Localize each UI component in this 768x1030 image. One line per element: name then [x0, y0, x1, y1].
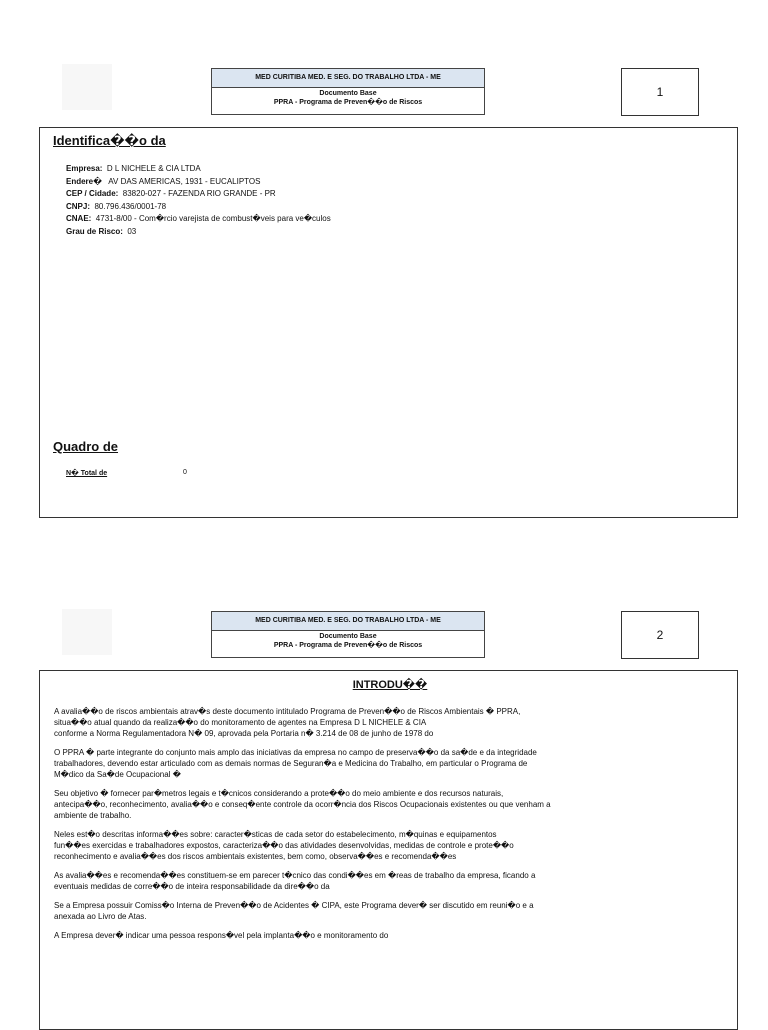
- total-employees-label: N� Total de: [66, 470, 108, 477]
- field-cep-cidade: CEP / Cidade: 83820-027 - FAZENDA RIO GRANDE - PR: [66, 189, 276, 198]
- paragraph: Seu objetivo � fornecer par�metros legais e t�cnicos considerando a prote��o do meio ambiente e dos recursos naturais, antecipa��o, reconhecimento, avalia��o e conseq�ente controle da ocorr�ncia dos Riscos Ocupacionais existentes ou que venham a ambiente de trabalho.: [54, 789, 551, 820]
- field-endereco: Endere� AV DAS AMERICAS, 1931 - EUCALIPTOS: [66, 176, 261, 186]
- company-info: [66, 163, 331, 238]
- paragraph: Se a Empresa possuir Comiss�o Interna de Preven��o de Acidentes � CIPA, este Programa dever� ser discutido em reuni�o e a anexada ao Livro de Atas.: [54, 901, 534, 921]
- header-document-info: [211, 87, 485, 115]
- header-company-name: MED CURITIBA MED. E SEG. DO TRABALHO LTDA - ME: [211, 68, 485, 88]
- paragraph: Neles est�o descritas informa��es sobre: caracter�sticas de cada setor do estabelecimento, m�quinas e equipamentos fun��es exercidas e trabalhadores expostos, caracteriza��o das atividades desenvolvidas, medidas de controle e prote��o reconhecimento e avalia��es dos riscos ambientais existentes, bem como, observa��es e recomenda��es: [54, 830, 514, 861]
- paragraph: O PPRA � parte integrante do conjunto mais amplo das iniciativas da empresa no campo de preserva��o da sa�de e da integridade trabalhadores, devendo estar articulado com as demais normas de Seguran�a e Medicina do Trabalho, em particular o Programa de M�dico da Sa�de Ocupacional �: [54, 748, 537, 779]
- company-logo: [62, 64, 112, 110]
- page-number-box-page2: [621, 611, 699, 659]
- field-grau-risco: Grau de Risco: 03: [66, 226, 137, 236]
- field-cnae: CNAE: 4731-8/00 - Com�rcio varejista de combust�veis para ve�culos: [66, 214, 331, 223]
- page-number: 1: [656, 85, 664, 99]
- total-employees-value: 0: [183, 469, 187, 476]
- header-program-name: PPRA - Programa de Preven��o de Riscos: [273, 99, 423, 106]
- page-number-page2: 2: [656, 628, 664, 642]
- field-empresa: Empresa: D L NICHELE & CIA LTDA: [66, 164, 201, 173]
- field-cnpj: CNPJ: 80.796.436/0001-78: [66, 201, 167, 211]
- identification-title: Identifica��o da: [53, 133, 166, 148]
- header-program-name-page2: PPRA - Programa de Preven��o de Riscos: [273, 642, 423, 649]
- header-doc-type-page2: Documento Base: [319, 633, 377, 640]
- header-document-info-page2: [211, 630, 485, 658]
- paragraph: As avalia��es e recomenda��es constituem-se em parecer t�cnico das condi��es em �reas de trabalho da empresa, ficando a eventuais medidas de corre��o de inteira responsabilidade da dire��o da: [54, 871, 536, 891]
- introduction-body: [54, 706, 724, 941]
- header-doc-type: Documento Base: [319, 90, 377, 97]
- header-company-name-page2: MED CURITIBA MED. E SEG. DO TRABALHO LTDA - ME: [211, 611, 485, 631]
- company-logo-page2: [62, 609, 112, 655]
- introduction-title: INTRODU��: [352, 679, 428, 691]
- page-number-box: [621, 68, 699, 116]
- paragraph: A Empresa dever� indicar uma pessoa respons�vel pela implanta��o e monitoramento do: [54, 931, 389, 940]
- paragraph: A avalia��o de riscos ambientais atrav�s deste documento intitulado Programa de Preven��o de Riscos Ambientais � PPRA, situa��o atual quando da realiza��o do monitoramento de agentes na Empresa D L NICHELE & CIA conforme a Norma Regulamentadora N� 09, aprovada pela Portaria n� 3.214 de 08 de junho de 1978 do: [54, 707, 521, 738]
- quadro-title: Quadro de: [53, 439, 119, 454]
